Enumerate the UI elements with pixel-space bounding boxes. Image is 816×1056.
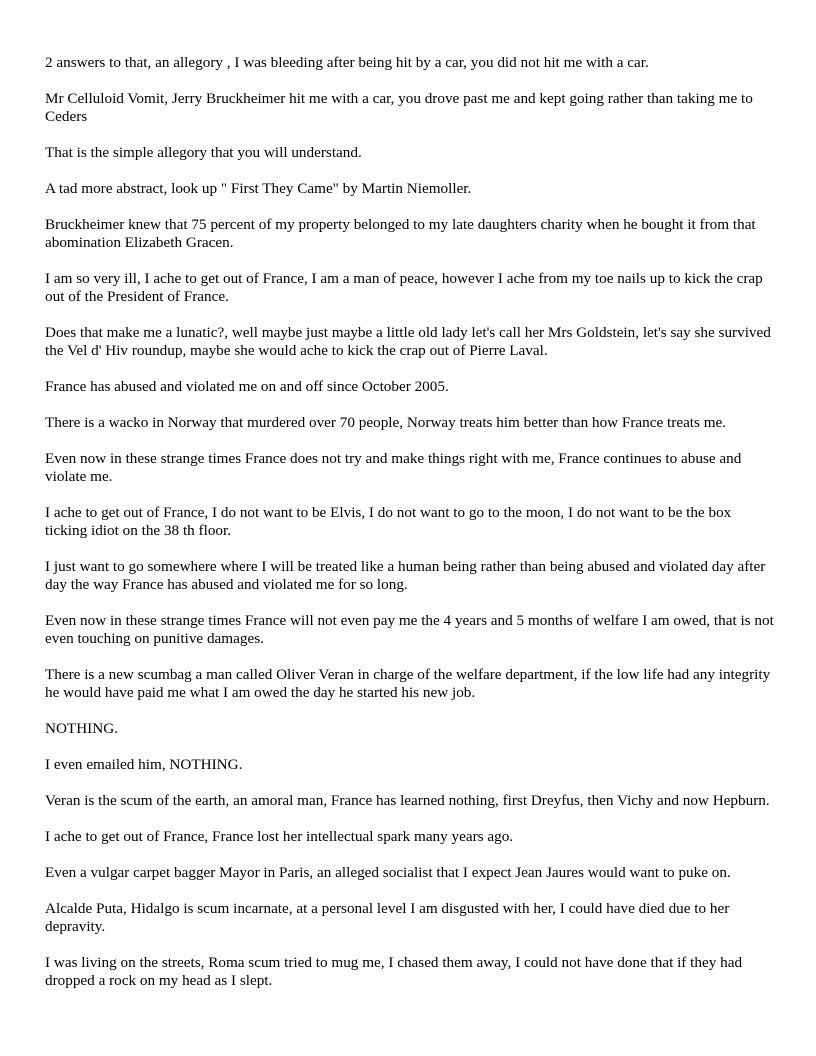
paragraph: A tad more abstract, look up " First They Came" by Martin Niemoller. [45,180,472,197]
paragraph: France has abused and violated me on and off since October 2005. [45,378,449,395]
paragraph: I was living on the streets, Roma scum tried to mug me, I chased them away, I could not have done that if they had dropped a rock on my head as I slept. [45,954,743,989]
document-page [45,54,775,1008]
paragraph: 2 answers to that, an allegory , I was bleeding after being hit by a car, you did not hit me with a car. [45,54,649,71]
paragraph: Even now in these strange times France does not try and make things right with me, France continues to abuse and violate me. [45,450,742,485]
paragraph: I just want to go somewhere where I will be treated like a human being rather than being abused and violated day after day the way France has abused and violated me for so long. [45,558,766,593]
paragraph: Veran is the scum of the earth, an amoral man, France has learned nothing, first Dreyfus, then Vichy and now Hepburn. [45,792,770,809]
paragraph: Mr Celluloid Vomit, Jerry Bruckheimer hit me with a car, you drove past me and kept going rather than taking me to Ceders [45,90,753,125]
paragraph: Alcalde Puta, Hidalgo is scum incarnate, at a personal level I am disgusted with her, I could have died due to her depravity. [45,900,730,935]
paragraph: There is a wacko in Norway that murdered over 70 people, Norway treats him better than how France treats me. [45,414,727,431]
paragraph: NOTHING. [45,720,118,737]
paragraph: I ache to get out of France, I do not want to be Elvis, I do not want to go to the moon, I do not want to be the box ticking idiot on the 38 th floor. [45,504,732,539]
paragraph: Even now in these strange times France will not even pay me the 4 years and 5 months of welfare I am owed, that is not even touching on punitive damages. [45,612,774,647]
paragraph: I ache to get out of France, France lost her intellectual spark many years ago. [45,828,514,845]
paragraph: Even a vulgar carpet bagger Mayor in Paris, an alleged socialist that I expect Jean Jaures would want to puke on. [45,864,731,881]
paragraph: There is a new scumbag a man called Oliver Veran in charge of the welfare department, if the low life had any integrity he would have paid me what I am owed the day he started his new job. [45,666,771,701]
paragraph: Does that make me a lunatic?, well maybe just maybe a little old lady let's call her Mrs Goldstein, let's say she survived the Vel d' Hiv roundup, maybe she would ache to kick the crap out of Pierre Laval. [45,324,771,359]
paragraph: That is the simple allegory that you will understand. [45,144,362,161]
paragraph: I am so very ill, I ache to get out of France, I am a man of peace, however I ache from my toe nails up to kick the crap out of the President of France. [45,270,763,305]
paragraph: I even emailed him, NOTHING. [45,756,243,773]
paragraph: Bruckheimer knew that 75 percent of my property belonged to my late daughters charity when he bought it from that abomination Elizabeth Gracen. [45,216,756,251]
